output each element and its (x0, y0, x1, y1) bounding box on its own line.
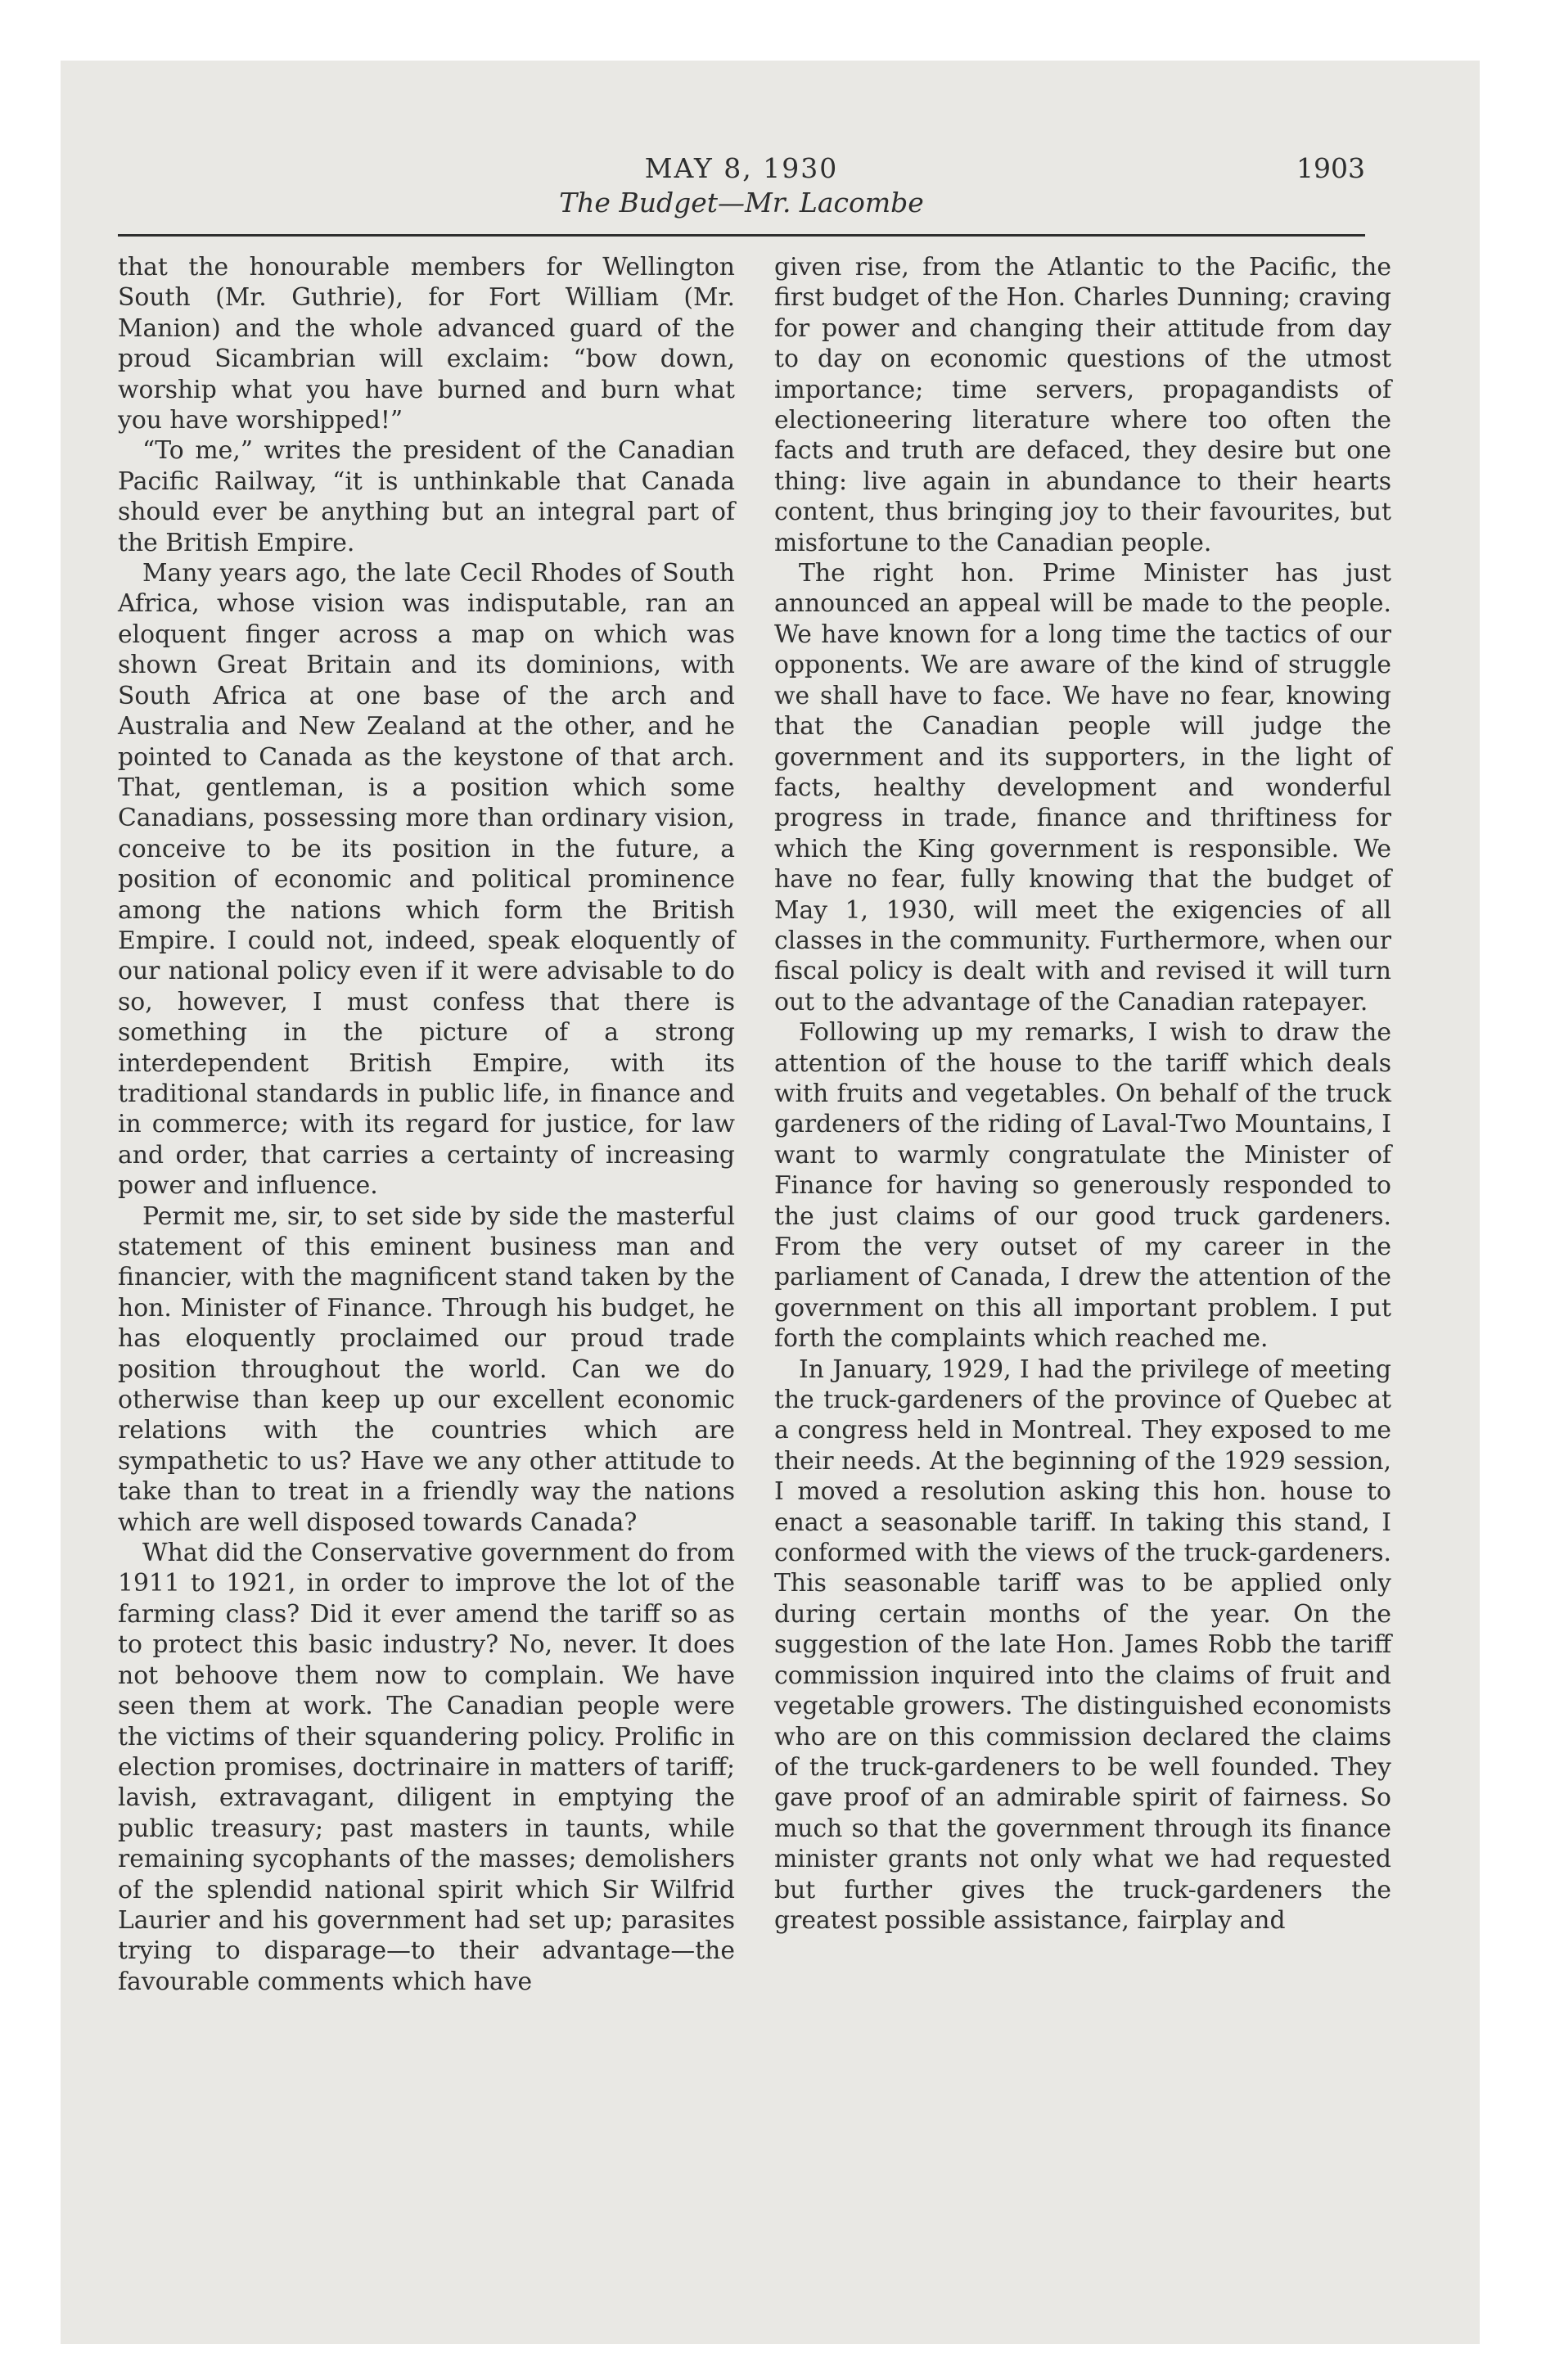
page-date: MAY 8, 1930 (644, 152, 839, 184)
paragraph: “To me,” writes the president of the Canadian Pacific Railway, “it is unthinkable that Canada should ever be anything but an integral part of the British Empire. (118, 436, 735, 557)
page-header (118, 152, 1365, 234)
paragraph: What did the Conservative government do from 1911 to 1921, in order to improve the lot of the farming class? Did it ever amend the tariff so as to protect this basic industry? No, never. It does not behoove them now to complain. We have seen them at work. The Canadian people were the victims of their squandering policy. Prolific in election promises, doctrinaire in matters of tariff; lavish, extravagant, diligent in emptying the public treasury; past masters in taunts, while remaining sycophants of the masses; demolishers of the splendid national spirit which Sir Wilfrid Laurier and his government had set up; parasites trying to disparage—to their advantage—the favourable comments which have (118, 1539, 735, 1996)
running-head: The Budget—Mr. Lacombe (559, 187, 924, 219)
header-rule (118, 234, 1365, 237)
paragraph: The right hon. Prime Minister has just announced an appeal will be made to the people. We have known for a long time the tactics of our opponents. We are aware of the kind of struggle we shall have to face. We have no fear, knowing that the Canadian people will judge the government and its supporters, in the light of facts, healthy development and wonderful progress in trade, finance and thriftiness for which the King government is responsible. We have no fear, fully knowing that the budget of May 1, 1930, will meet the exigencies of all classes in the community. Furthermore, when our fiscal policy is dealt with and revised it will turn out to the advantage of the Canadian ratepayer. (774, 559, 1391, 1016)
paragraph: Following up my remarks, I wish to draw the attention of the house to the tariff which deals with fruits and vegetables. On behalf of the truck gardeners of the riding of Laval-Two Mountains, I want to warmly congratulate the Minister of Finance for having so generously responded to the just claims of our good truck gardeners. From the very outset of my career in the parliament of Canada, I drew the attention of the government on this all important problem. I put forth the complaints which reached me. (774, 1018, 1391, 1354)
paragraph: that the honourable members for Wellington South (Mr. Guthrie), for Fort William (Mr. Manion) and the whole advanced guard of the proud Sicambrian will exclaim: “bow down, worship what you have burned and burn what you have worshipped!” (118, 253, 735, 435)
right-column (774, 252, 1391, 1936)
paragraph: In January, 1929, I had the privilege of meeting the truck-gardeners of the province of Quebec at a congress held in Montreal. They exposed to me their needs. At the beginning of the 1929 session, I moved a resolution asking this hon. house to enact a seasonable tariff. In taking this stand, I conformed with the views of the truck-gardeners. This seasonable tariff was to be applied only during certain months of the year. On the suggestion of the late Hon. James Robb the tariff commission inquired into the claims of fruit and vegetable growers. The distinguished economists who are on this commission declared the claims of the truck-gardeners to be well founded. They gave proof of an admirable spirit of fairness. So much so that the government through its finance minister grants not only what we had requested but further gives the truck-gardeners the greatest possible assistance, fairplay and (774, 1355, 1391, 1935)
paragraph: Permit me, sir, to set side by side the masterful statement of this eminent business man and financier, with the magnificent stand taken by the hon. Minister of Finance. Through his budget, he has eloquently proclaimed our proud trade position throughout the world. Can we do otherwise than keep up our excellent economic relations with the countries which are sympathetic to us? Have we any other attitude to take than to treat in a friendly way the nations which are well disposed towards Canada? (118, 1201, 735, 1537)
left-column (118, 252, 735, 1997)
paragraph: Many years ago, the late Cecil Rhodes of South Africa, whose vision was indisputable, ran an eloquent finger across a map on which was shown Great Britain and its dominions, with South Africa at one base of the arch and Australia and New Zealand at the other, and he pointed to Canada as the keystone of that arch. That, gentleman, is a position which some Canadians, possessing more than ordinary vision, conceive to be its position in the future, a position of economic and political prominence among the nations which form the British Empire. I could not, indeed, speak eloquently of our national policy even if it were advisable to do so, however, I must confess that there is something in the picture of a strong interdependent British Empire, with its traditional standards in public life, in finance and in commerce; with its regard for justice, for law and order, that carries a certainty of increasing power and influence. (118, 559, 735, 1201)
paragraph: given rise, from the Atlantic to the Pacific, the first budget of the Hon. Charles Dunning; craving for power and changing their attitude from day to day on economic questions of the utmost importance; time servers, propagandists of electioneering literature where too often the facts and truth are defaced, they desire but one thing: live again in abundance to their hearts content, thus bringing joy to their favourites, but misfortune to the Canadian people. (774, 253, 1391, 557)
page-number: 1903 (1296, 152, 1365, 184)
